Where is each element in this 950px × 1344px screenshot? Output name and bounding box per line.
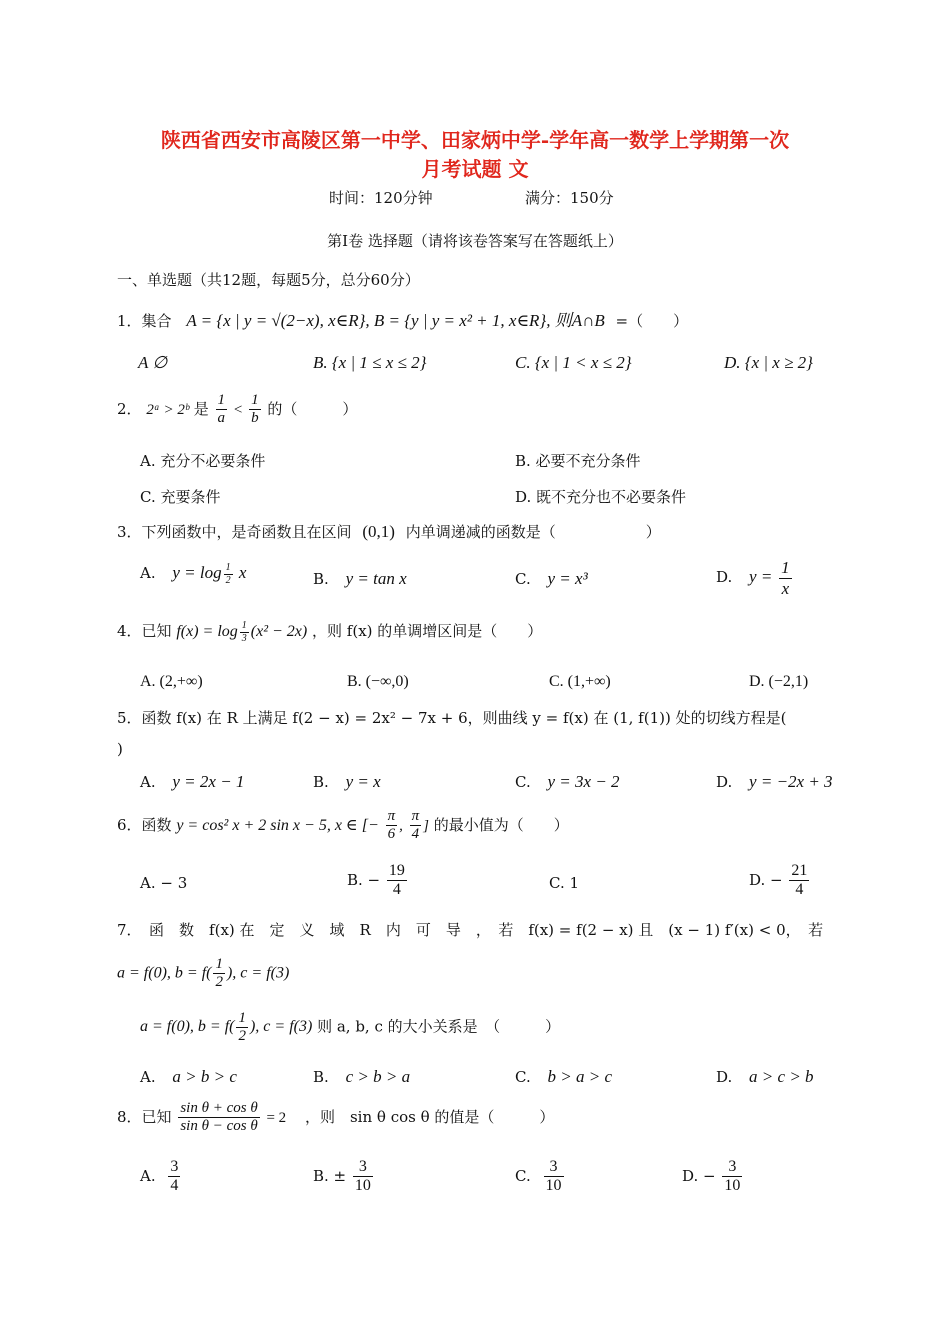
q6-option-c: C. 1 — [549, 874, 580, 892]
score-label: 满分：150分 — [525, 189, 614, 207]
q6-option-a: A. − 3 — [140, 874, 188, 892]
q7-option-c-label: C. — [515, 1068, 531, 1086]
q8-option-a-label: A. — [140, 1166, 156, 1185]
question-4: 4．已知 f(x) = log $\frac{1}{3}$ (x² − 2x) ，则 f(x) 的单调增区间是（ ） — [117, 620, 543, 644]
q3-text2: 内单调递减的函数是（ ） — [405, 523, 661, 541]
q1-option-d: D. {x | x ≥ 2} — [724, 353, 813, 372]
q7-option-c-expr: b > a > c — [547, 1067, 612, 1086]
q6-suffix: 的最小值为（ ） — [433, 815, 569, 834]
q3-option-b — [313, 569, 407, 589]
document-title-line2: 月考试题 文 — [421, 157, 529, 181]
q2-option-a: A. 充分不必要条件 — [140, 452, 266, 470]
q3-option-c-label: C. — [515, 570, 531, 588]
q5-option-b-label: B. — [313, 773, 329, 791]
q2-option-d: D. 既不充分也不必要条件 — [515, 488, 687, 506]
q1-prefix: 1．集合 — [117, 312, 172, 330]
q7-option-b-label: B. — [313, 1068, 329, 1086]
q8-option-c: C. $\frac{3}{10}$ — [515, 1158, 562, 1195]
q8-option-d: D. − $\frac{3}{10}$ — [682, 1158, 741, 1195]
q1-option-a: A ∅ — [138, 353, 168, 372]
q5-option-c — [515, 772, 620, 792]
q8-option-c-label: C. — [515, 1166, 531, 1185]
q1-option-b: B. {x | 1 ≤ x ≤ 2} — [313, 353, 427, 372]
q5-option-b-expr: y = x — [345, 772, 381, 791]
section-title: 一、单选题（共12题，每题5分，总分60分） — [117, 271, 420, 289]
time-label: 时间：120分钟 — [329, 189, 433, 207]
q8-prefix: 8．已知 — [117, 1107, 172, 1126]
q2-option-b: B. 必要不充分条件 — [515, 452, 641, 470]
q6-option-d-label: D. − — [749, 870, 783, 889]
q7-option-d-expr: a > c > b — [749, 1067, 814, 1086]
q7-option-b-expr: c > b > a — [345, 1067, 411, 1086]
q8-eq: = 2 — [266, 1109, 287, 1126]
q8-suffix: ，则 sin θ cos θ 的值是（ ） — [304, 1107, 555, 1126]
q1-option-c: C. {x | 1 < x ≤ 2} — [515, 353, 632, 372]
q5-option-a-expr: y = 2x − 1 — [172, 772, 245, 791]
q5-option-d — [716, 772, 833, 792]
q2-fraction-1-over-a: $\frac{1}{a}$ — [217, 392, 226, 427]
question-3 — [117, 521, 661, 542]
q7-definitions-line2: a = f(0), b = f( $\frac{1}{2}$ ), c = f(3) — [117, 956, 290, 991]
q3-option-b-expr: y = tan x — [345, 569, 407, 588]
q3-option-d: D. y = $\frac{1}{x}$ — [716, 558, 790, 598]
q2-prefix: 2． — [117, 399, 142, 418]
q7-option-b — [313, 1067, 410, 1087]
q3-text1: 3．下列函数中，是奇函数且在区间 — [117, 523, 352, 541]
q3-option-c — [515, 569, 588, 589]
q6-option-b: B. − $\frac{19}{4}$ — [347, 862, 405, 899]
q6-prefix: 6．函数 — [117, 815, 172, 834]
q7-line3-suffix: 则 a, b, c 的大小关系是 （ ） — [317, 1017, 561, 1036]
q5-option-c-label: C. — [515, 773, 531, 791]
q6-option-d: D. − $\frac{21}{4}$ — [749, 862, 808, 899]
q4-option-b: B. (−∞,0) — [347, 673, 409, 690]
q1-suffix: =（ ） — [615, 312, 689, 330]
q7-option-a-expr: a > b > c — [172, 1067, 237, 1086]
q5-option-a-label: A. — [140, 773, 156, 791]
part-title: 第Ⅰ卷 选择题（请将该卷答案写在答题纸上） — [327, 232, 623, 250]
q1-expression: A = {x | y = √(2−x), x∈R}, B = {y | y = x² + 1, x∈R}, 则A∩B — [186, 311, 605, 330]
q7-option-d — [716, 1067, 814, 1087]
q2-expr1: 2ᵃ > 2ᵇ — [146, 401, 189, 418]
q5-option-d-label: D. — [716, 773, 733, 791]
q6-option-b-label: B. − — [347, 870, 381, 889]
q4-option-d: D. (−2,1) — [749, 673, 809, 690]
q7-option-a-label: A. — [140, 1068, 156, 1086]
q4-option-a: A. (2,+∞) — [140, 673, 203, 690]
q3-option-d-label: D. — [716, 568, 733, 587]
q4-option-c: C. (1,+∞) — [549, 673, 611, 690]
document-title-line1: 陕西省西安市高陵区第一中学、田家炳中学-学年高一数学上学期第一次 — [160, 128, 790, 152]
q5-option-a — [140, 772, 244, 792]
q5-option-d-expr: y = −2x + 3 — [749, 772, 833, 791]
q3-option-c-expr: y = x³ — [547, 569, 588, 588]
question-2: 2． 2ᵃ > 2ᵇ 是 $\frac{1}{a}$ < $\frac{1}{b}$ 的（ ） — [117, 392, 358, 427]
q5-option-b — [313, 772, 381, 792]
q7-option-c — [515, 1067, 612, 1087]
q8-option-b-label: B. ± — [313, 1166, 347, 1185]
q3-option-a-label: A. — [140, 563, 156, 582]
question-6: 6．函数 y = cos² x + 2 sin x − 5, x ∈ [− $\frac{\pi}{6}$ , $\frac{\pi}{4}$ ] 的最小值为（ ） — [117, 808, 569, 843]
q7-option-d-label: D. — [716, 1068, 733, 1086]
q3-option-a: A. y = log $\frac{1}{2}$ x — [140, 562, 247, 586]
q8-option-a: A. $\frac{3}{4}$ — [140, 1158, 179, 1195]
q7-definitions-line3: a = f(0), b = f( $\frac{1}{2}$ ), c = f(3) 则 a, b, c 的大小关系是 （ ） — [140, 1010, 561, 1045]
q3-option-b-label: B. — [313, 570, 329, 588]
question-1 — [117, 306, 688, 331]
q2-mid: 是 — [193, 399, 209, 418]
question-8: 8．已知 $\frac{\text{sin θ + cos θ}}{\text{sin θ − cos θ}}$ = 2 ，则 sin θ cos θ 的值是（ ） — [117, 1100, 555, 1135]
q4-prefix: 4．已知 — [117, 622, 172, 640]
q7-option-a — [140, 1067, 237, 1087]
q2-suffix: 的（ ） — [267, 399, 358, 418]
q8-option-b: B. ± $\frac{3}{10}$ — [313, 1158, 371, 1195]
question-5: 5．函数 f(x) 在 R 上满足 f(2 − x) = 2x² − 7x + 6，则曲线 y = f(x) 在 (1, f(1)) 处的切线方程是( — [117, 709, 787, 727]
question-5-close: ) — [117, 740, 123, 758]
q2-option-c: C. 充要条件 — [140, 488, 221, 506]
q8-option-d-label: D. − — [682, 1166, 716, 1185]
q5-option-c-expr: y = 3x − 2 — [547, 772, 620, 791]
q4-suffix: ，则 f(x) 的单调增区间是（ ） — [312, 622, 543, 640]
question-7: 7． 函 数 f(x) 在 定 义 域 R 内 可 导 ， 若 f(x) = f(2 − x) 且 (x − 1) f′(x) < 0， 若 — [117, 921, 824, 939]
q2-fraction-1-over-b: $\frac{1}{b}$ — [251, 392, 259, 427]
q3-interval: (0,1) — [362, 522, 395, 541]
